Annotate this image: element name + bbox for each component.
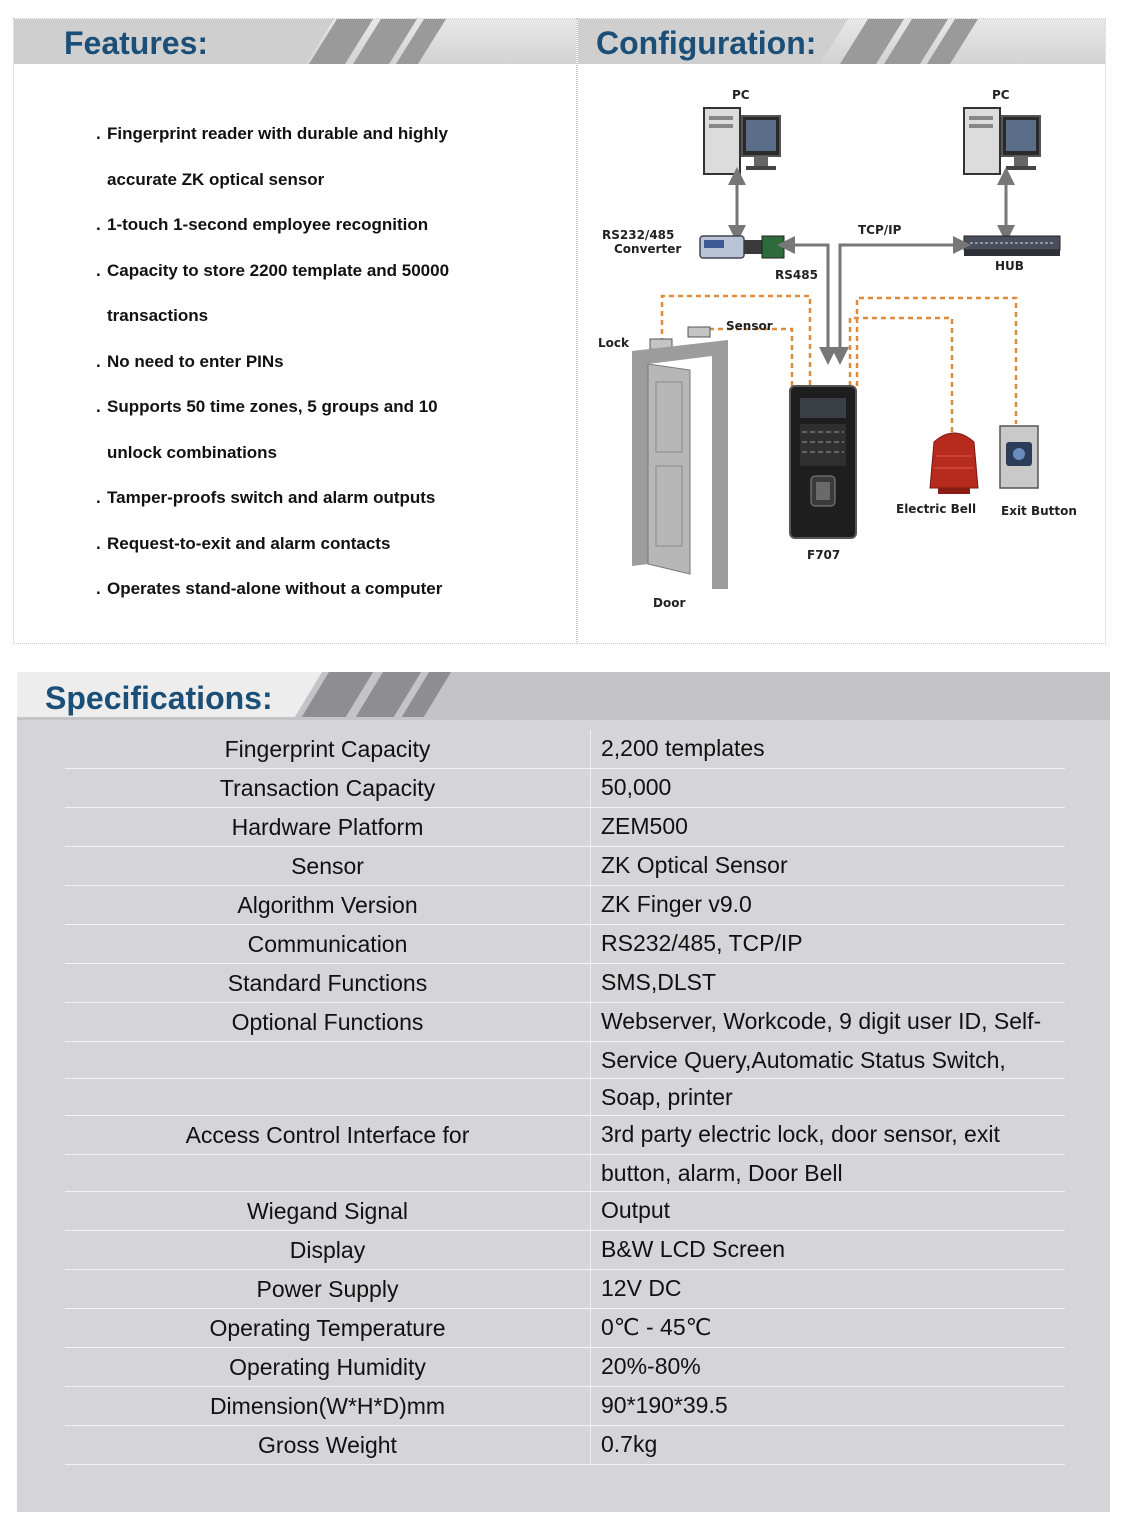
- spec-row: [65, 1387, 1065, 1426]
- feature-bullet: .: [96, 260, 101, 280]
- feature-item: [96, 566, 566, 612]
- spec-row: [65, 847, 1065, 886]
- spec-key: Transaction Capacity: [219, 775, 436, 801]
- feature-bullet: .: [96, 124, 101, 143]
- sensor-label: Sensor: [726, 319, 773, 333]
- spec-key: Operating Temperature: [209, 1315, 446, 1341]
- spec-value: ZK Finger v9.0: [590, 886, 1065, 924]
- spec-row: [65, 1192, 1065, 1231]
- specifications-header: [17, 672, 1110, 720]
- configuration-diagram: [578, 64, 1105, 642]
- hub-label: HUB: [995, 259, 1024, 273]
- spec-row: [65, 964, 1065, 1003]
- spec-value: ZEM500: [590, 808, 1065, 846]
- spec-row: [65, 730, 1065, 769]
- door-label: Door: [653, 596, 686, 610]
- feature-bullet: .: [96, 579, 101, 598]
- spec-value: 2,200 templates: [590, 730, 1065, 768]
- spec-value: Output: [590, 1192, 1065, 1230]
- spec-value: 90*190*39.5: [590, 1387, 1065, 1425]
- spec-value: 20%-80%: [590, 1348, 1065, 1386]
- exit-button-icon: [1000, 426, 1038, 488]
- feature-text: Capacity to store 2200 template and 50000: [107, 260, 450, 280]
- spec-row: [65, 1042, 1065, 1079]
- lock-label: Lock: [598, 336, 629, 350]
- configuration-panel: [577, 18, 1106, 644]
- features-header: [14, 19, 576, 64]
- spec-row: [65, 1309, 1065, 1348]
- configuration-header: [578, 19, 1105, 64]
- spec-value: Webserver, Workcode, 9 digit user ID, Self-: [590, 1003, 1065, 1041]
- feature-list: [96, 111, 566, 612]
- pc-left-label: PC: [732, 88, 750, 102]
- rs485-label: RS485: [775, 268, 818, 282]
- feature-item-continuation: transactions: [107, 306, 209, 325]
- pc-right-label: PC: [992, 88, 1010, 102]
- spec-key: Display: [289, 1237, 366, 1263]
- feature-text: Supports 50 time zones, 5 groups and 10: [107, 397, 438, 416]
- spec-value: 0.7kg: [590, 1426, 1065, 1464]
- spec-key: Fingerprint Capacity: [224, 736, 431, 762]
- spec-value: 0℃ - 45℃: [590, 1309, 1065, 1347]
- feature-bullet: .: [96, 533, 101, 553]
- spec-row: [65, 1155, 1065, 1192]
- feature-text: 1-touch 1-second employee recognition: [107, 215, 429, 234]
- spec-value: 50,000: [590, 769, 1065, 807]
- feature-item: [96, 248, 566, 294]
- spec-key: Optional Functions: [231, 1009, 424, 1035]
- feature-item: [96, 384, 566, 430]
- spec-row: [65, 1079, 1065, 1116]
- spec-key: [65, 1079, 590, 1115]
- spec-row: [65, 1231, 1065, 1270]
- feature-item: [96, 202, 566, 248]
- hub-icon: [964, 236, 1060, 256]
- spec-key: [65, 1155, 590, 1191]
- specifications-title: Specifications:: [45, 680, 273, 716]
- electric-bell-label: Electric Bell: [896, 502, 977, 516]
- feature-text: No need to enter PINs: [107, 351, 284, 371]
- spec-key: Communication: [247, 931, 408, 957]
- spec-row: [65, 886, 1065, 925]
- spec-key: Standard Functions: [227, 970, 428, 996]
- spec-key: Dimension(W*H*D)mm: [209, 1393, 446, 1419]
- feature-item: [96, 111, 566, 157]
- feature-bullet: .: [96, 397, 101, 416]
- feature-item: [96, 475, 566, 521]
- converter-label-1: RS232/485: [602, 228, 675, 242]
- spec-value: Soap, printer: [590, 1079, 1065, 1115]
- door-icon: [632, 340, 728, 589]
- feature-text: Request-to-exit and alarm contacts: [107, 533, 391, 553]
- spec-value: RS232/485, TCP/IP: [590, 925, 1065, 963]
- spec-key: Gross Weight: [258, 1432, 397, 1458]
- exit-button-label: Exit Button: [1001, 504, 1077, 518]
- spec-row: [65, 925, 1065, 964]
- feature-item: [96, 521, 566, 567]
- spec-key: [65, 1042, 590, 1078]
- tcpip-label: TCP/IP: [858, 223, 902, 237]
- spec-row: [65, 1116, 1065, 1155]
- feature-item: [96, 339, 566, 385]
- spec-value: 12V DC: [590, 1270, 1065, 1308]
- f707-label: F707: [807, 548, 841, 562]
- spec-row: [65, 1003, 1065, 1042]
- feature-item-continuation: accurate ZK optical sensor: [107, 169, 325, 189]
- spec-key: Access Control Interface for: [185, 1122, 470, 1148]
- spec-value: B&W LCD Screen: [590, 1231, 1065, 1269]
- feature-text: Tamper-proofs switch and alarm outputs: [107, 488, 436, 507]
- pc-right-icon: [964, 108, 1040, 174]
- spec-key: Power Supply: [256, 1276, 399, 1302]
- spec-value: button, alarm, Door Bell: [590, 1155, 1065, 1191]
- features-title: Features:: [64, 25, 209, 61]
- spec-row: [65, 769, 1065, 808]
- pc-left-icon: [704, 108, 780, 174]
- feature-item-continuation: unlock combinations: [107, 442, 278, 462]
- features-panel: [13, 18, 577, 644]
- feature-bullet: .: [96, 488, 101, 507]
- spec-key: Wiegand Signal: [246, 1198, 409, 1224]
- converter-label-2: Converter: [614, 242, 682, 256]
- spec-value: 3rd party electric lock, door sensor, exit: [590, 1116, 1065, 1154]
- configuration-title: Configuration:: [596, 25, 817, 61]
- spec-key: Operating Humidity: [229, 1354, 426, 1380]
- spec-row: [65, 1426, 1065, 1465]
- feature-text: Fingerprint reader with durable and highly: [107, 124, 448, 143]
- specifications-table: [65, 730, 1065, 1465]
- converter-icon: [700, 236, 784, 258]
- spec-row: [65, 808, 1065, 847]
- feature-bullet: .: [96, 215, 101, 234]
- feature-bullet: .: [96, 351, 101, 371]
- spec-row: [65, 1348, 1065, 1387]
- spec-key: Hardware Platform: [231, 814, 424, 840]
- spec-key: Sensor: [291, 853, 364, 879]
- spec-row: [65, 1270, 1065, 1309]
- spec-value: SMS,DLST: [590, 964, 1065, 1002]
- specifications-panel: [17, 672, 1110, 1512]
- spec-value: Service Query,Automatic Status Switch,: [590, 1042, 1065, 1078]
- f707-device-icon: [790, 386, 856, 538]
- spec-key: Algorithm Version: [237, 892, 418, 918]
- feature-text: Operates stand-alone without a computer: [107, 579, 443, 598]
- spec-value: ZK Optical Sensor: [590, 847, 1065, 885]
- electric-bell-icon: [930, 433, 978, 494]
- sensor-icon: [688, 327, 710, 337]
